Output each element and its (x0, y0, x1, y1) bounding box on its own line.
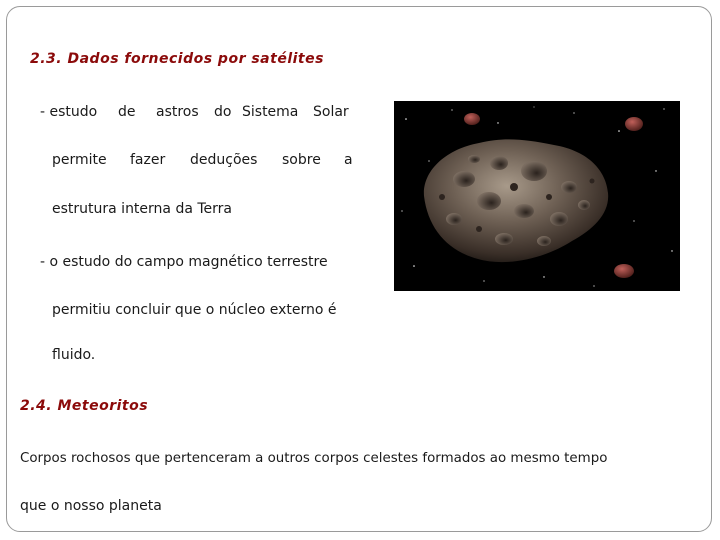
word: sobre (282, 152, 321, 168)
bullet2-line1: - o estudo do campo magnético terrestre (40, 254, 328, 270)
word: de (118, 104, 136, 120)
word: fazer (130, 152, 166, 168)
word: Solar (313, 104, 349, 120)
meteorites-line2: que o nosso planeta (20, 498, 162, 514)
bullet1-line1 (40, 104, 356, 124)
meteorites-line1: Corpos rochosos que pertenceram a outros corpos celestes formados ao mesmo tempo (20, 451, 608, 466)
section-title-satellites: 2.3. Dados fornecidos por satélites (30, 51, 324, 67)
asteroid-illustration (394, 101, 680, 291)
word: permite (52, 152, 107, 168)
fragment (464, 113, 480, 125)
word: - estudo (40, 104, 98, 120)
word: astros (156, 104, 199, 120)
bullet2-line3: fluido. (52, 347, 96, 363)
bullet1-line2 (52, 152, 356, 172)
bullet1-line3: estrutura interna da Terra (52, 201, 232, 217)
word: deduções (190, 152, 258, 168)
word: a (344, 152, 353, 168)
bullet2-line2: permitiu concluir que o núcleo externo é (52, 302, 337, 318)
word: do (214, 104, 232, 120)
asteroid-image (394, 101, 680, 291)
section-title-meteorites: 2.4. Meteoritos (20, 398, 149, 414)
fragment (625, 117, 643, 131)
word: Sistema (242, 104, 299, 120)
fragment (614, 264, 634, 278)
